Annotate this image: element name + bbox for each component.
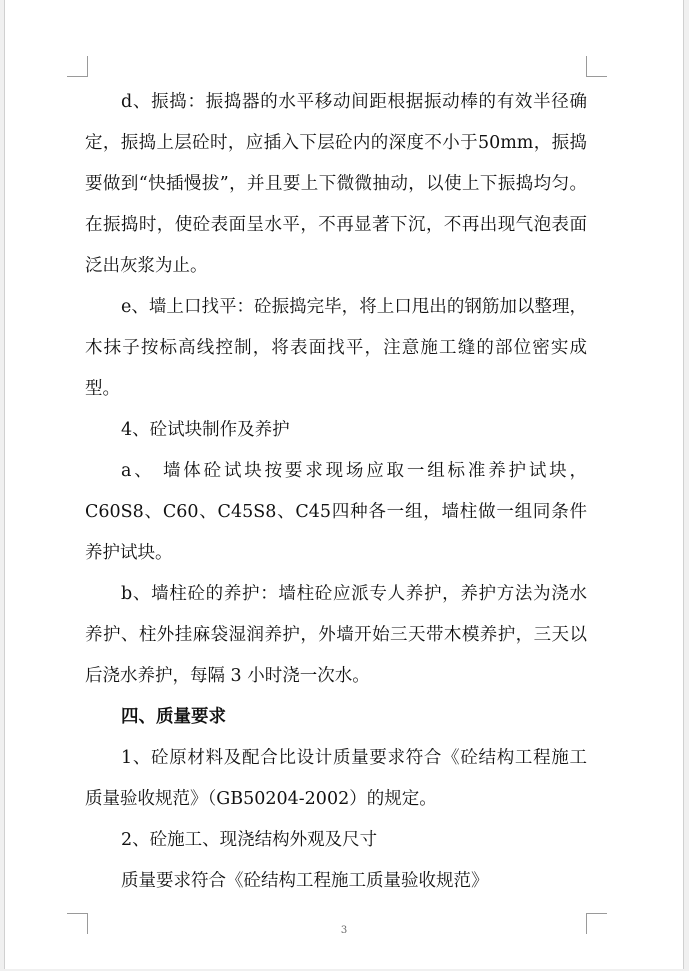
paragraph-vibration: d、振捣：振捣器的水平移动间距根据振动棒的有效半径确定，振捣上层砼时，应插入下层砼内的深度不小于50mm，振捣要做到“快插慢拔”，并且要上下微微抽动，以使上下振捣均匀。在振捣时，使砼表面呈水平，不再显著下沉，不再出现气泡表面泛出灰浆为止。 [85,92,587,276]
paragraph-quality-standard: 质量要求符合《砼结构工程施工质量验收规范》 [121,871,489,891]
document-page [4,0,684,969]
paragraph-materials-requirement: 1、砼原材料及配合比设计质量要求符合《砼结构工程施工质量验收规范》（GB50204-2002）的规定。 [85,748,587,809]
paragraph-wall-test-block: a、 墙体砼试块按要求现场应取一组标准养护试块，C60S8、C60、C45S8、C45四种各一组，墙柱做一组同条件养护试块。 [85,461,587,563]
page-number: 3 [340,925,348,936]
margin-mark-top-right [586,56,607,77]
paragraph-test-block-heading: 4、砼试块制作及养护 [121,420,290,440]
margin-mark-top-left [67,56,88,77]
paragraph-wall-top-leveling: e、墙上口找平：砼振捣完毕，将上口甩出的钢筋加以整理，木抹子按标高线控制，将表面找平，注意施工缝的部位密实成型。 [85,297,587,399]
paragraph-curing: b、墙柱砼的养护：墙柱砼应派专人养护，养护方法为浇水养护、柱外挂麻袋湿润养护，外墙开始三天带木模养护，三天以后浇水养护，每隔 3 小时浇一次水。 [85,584,587,686]
document-body [85,82,587,902]
section-heading-quality: 四、质量要求 [121,707,226,727]
paragraph-structure-appearance: 2、砼施工、现浇结构外观及尺寸 [121,830,378,850]
